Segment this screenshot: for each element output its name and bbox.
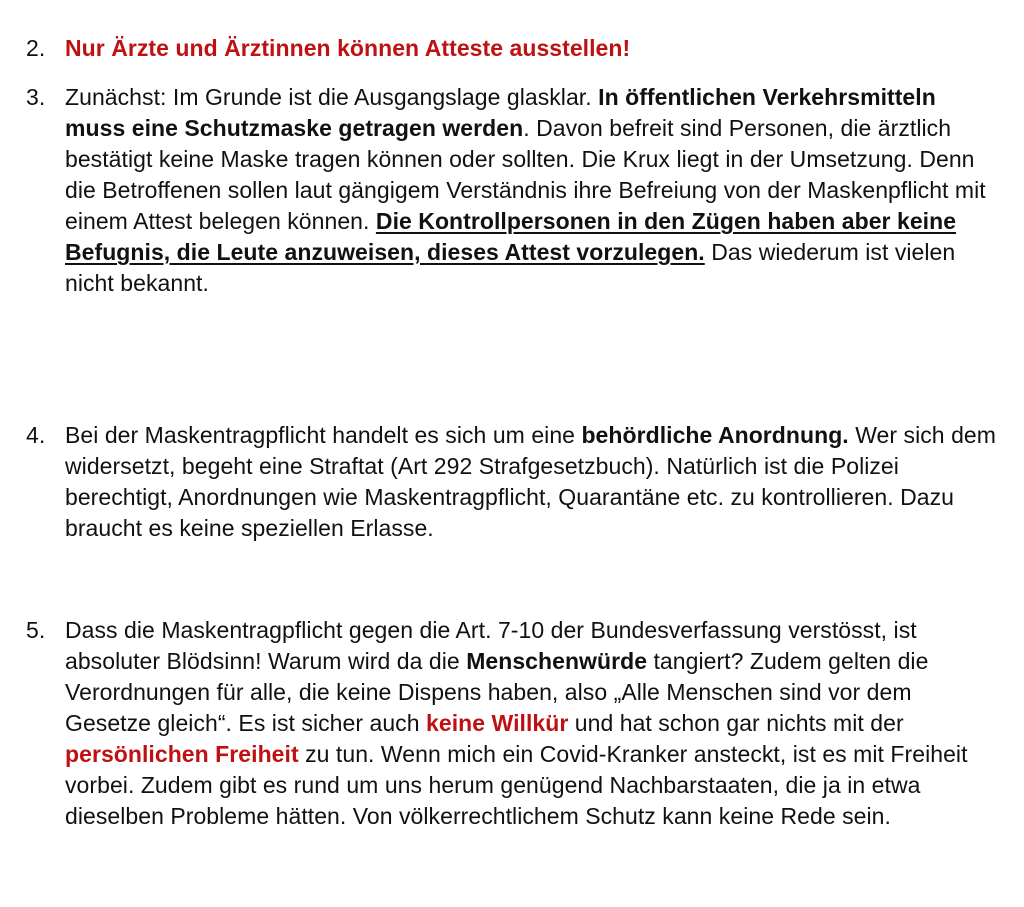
red-bold-text: persönlichen Freiheit <box>65 741 299 767</box>
bold-text: In öffentlichen Verkehrsmitteln muss eine Schutzmaske getragen werden <box>65 84 936 141</box>
bold-underlined-text: Die Kontrollpersonen in den Zügen haben aber keine Befugnis, die Leute anzuweisen, dieses Attest vorzulegen. <box>65 208 957 265</box>
red-bold-text: keine Willkür <box>426 710 569 736</box>
list-item-text <box>65 615 1001 832</box>
bold-text: Menschenwürde <box>466 648 648 674</box>
list-item-number: 3. <box>26 84 46 110</box>
list-item-4 <box>26 420 1001 544</box>
text-segment: und hat schon gar nichts mit der <box>568 710 904 736</box>
bold-text: behördliche Anordnung. <box>581 422 849 448</box>
text-segment: Zunächst: Im Grunde ist die Ausgangslage glasklar. <box>65 84 599 110</box>
list-item-text <box>65 33 1001 64</box>
list-item-3 <box>26 82 1001 299</box>
text-segment: . Davon befreit sind Personen, die ärztlich bestätigt keine Maske tragen können oder sollten. Die Krux liegt in der Umsetzung. Denn die Betroffenen sollen laut gängigem Verständnis ihre Befreiung von der Maskenpflicht mit einem Attest belegen können. <box>65 115 986 234</box>
text-segment: Dass die Maskentragpflicht gegen die Art. 7-10 der Bundesverfassung verstösst, ist absoluter Blödsinn! Warum wird da die <box>65 617 917 674</box>
list-item-number: 2. <box>26 35 46 61</box>
text-segment: Das wiederum ist vielen nicht bekannt. <box>65 239 956 296</box>
text-segment: Wer sich dem widersetzt, begeht eine Straftat (Art 292 Strafgesetzbuch). Natürlich ist die Polizei berechtigt, Anordnungen wie Maskentragpflicht, Quarantäne etc. zu kontrollieren. Dazu braucht es keine speziellen Erlasse. <box>65 422 996 541</box>
list-item-text <box>65 420 1001 544</box>
list-item-5 <box>26 615 1001 832</box>
list-item-2 <box>26 33 1001 64</box>
list-item-text <box>65 82 1001 299</box>
red-bold-heading: Nur Ärzte und Ärztinnen können Atteste ausstellen! <box>65 35 631 61</box>
list-item-number: 4. <box>26 422 46 448</box>
list-item-number: 5. <box>26 617 46 643</box>
text-segment: tangiert? Zudem gelten die Verordnungen für alle, die keine Dispens haben, also „Alle Menschen sind vor dem Gesetze gleich“. Es ist sicher auch <box>65 648 929 736</box>
text-segment: zu tun. Wenn mich ein Covid-Kranker ansteckt, ist es mit Freiheit vorbei. Zudem gibt es rund um uns herum genügend Nachbarstaaten, die ja in etwa dieselben Probleme hätten. Von völkerrechtlichem Schutz kann keine Rede sein. <box>65 741 968 829</box>
text-segment: Bei der Maskentragpflicht handelt es sich um eine <box>65 422 582 448</box>
